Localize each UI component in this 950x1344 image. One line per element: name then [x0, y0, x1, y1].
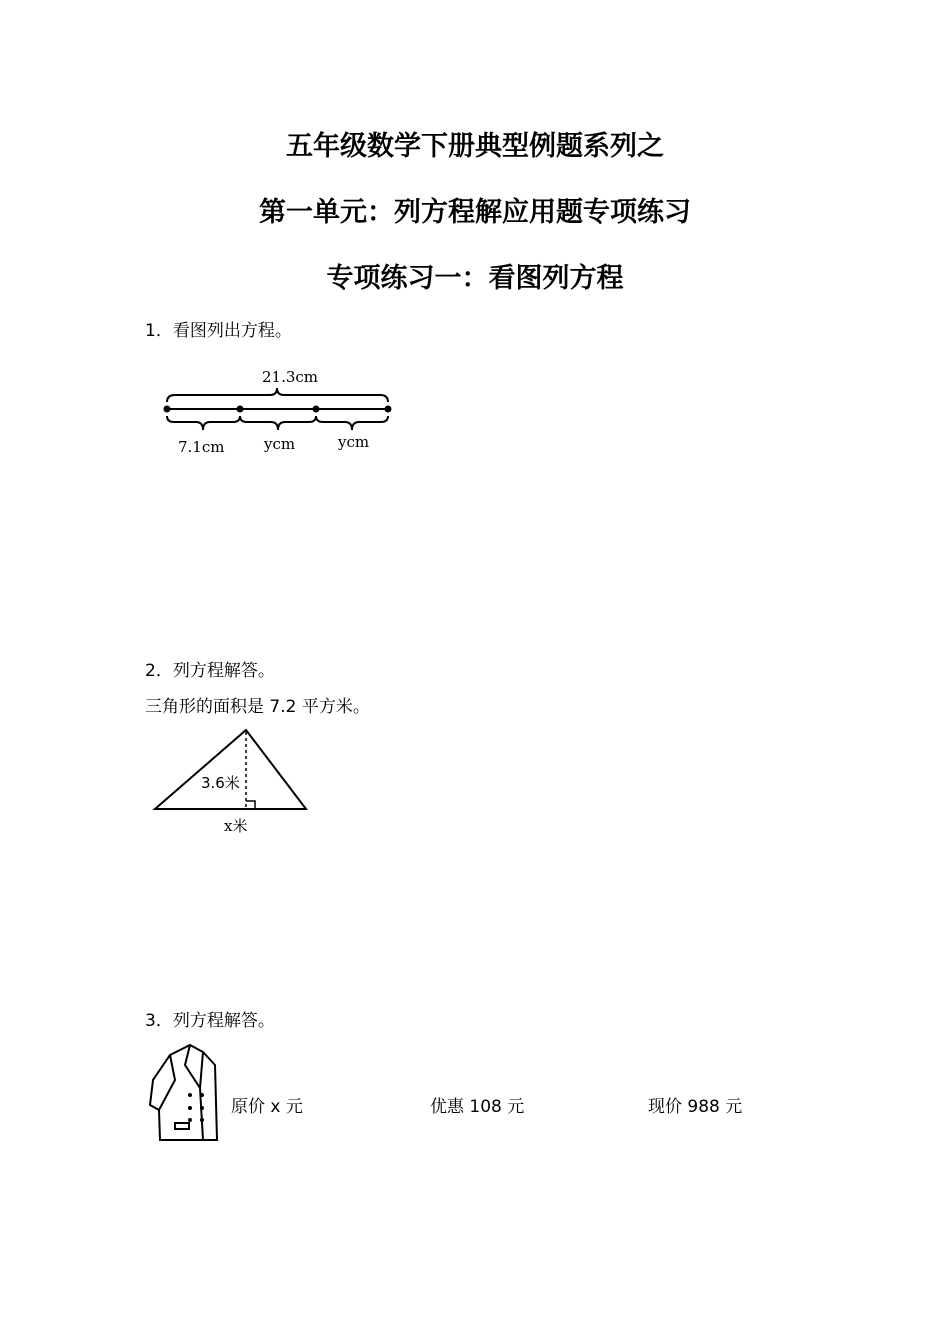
segment-2-label: ycm — [264, 435, 296, 453]
segment-1-label: 7.1cm — [178, 438, 225, 456]
question-2-label: 2．列方程解答。 — [145, 661, 275, 681]
question-3-label: 3．列方程解答。 — [145, 1011, 275, 1031]
current-price: 现价 988 元 — [648, 1097, 743, 1117]
question-1-label: 1．看图列出方程。 — [145, 321, 292, 341]
segment-3-label: ycm — [338, 433, 370, 451]
coat-image — [145, 1040, 230, 1145]
height-label: 3.6米 — [201, 774, 240, 792]
title-practice: 专项练习一：看图列方程 — [326, 263, 624, 294]
base-label: x米 — [224, 817, 248, 835]
title-series: 五年级数学下册典型例题系列之 — [286, 131, 664, 162]
total-length-label: 21.3cm — [262, 368, 319, 386]
discount: 优惠 108 元 — [430, 1097, 525, 1117]
title-unit: 第一单元：列方程解应用题专项练习 — [259, 197, 691, 228]
question-2-text: 三角形的面积是 7.2 平方米。 — [145, 697, 370, 717]
original-price: 原价 x 元 — [231, 1097, 303, 1117]
